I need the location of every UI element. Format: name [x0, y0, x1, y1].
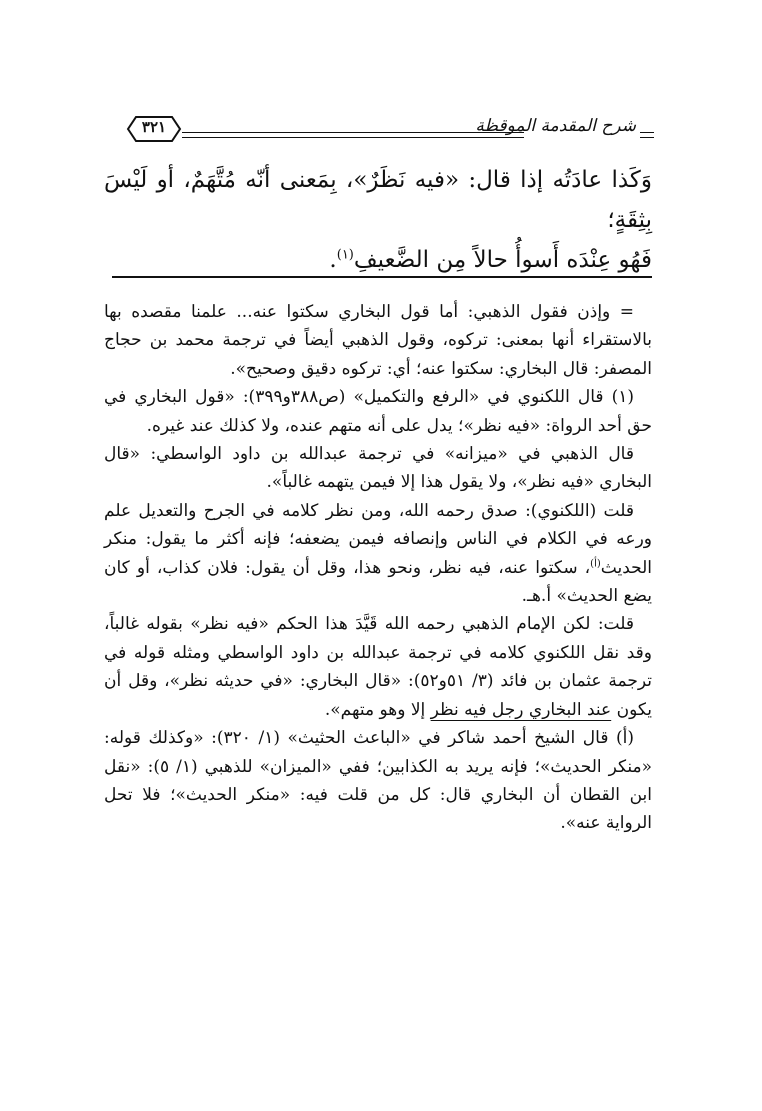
- note-paragraph-dhahabi: قال الذهبي في «ميزانه» في ترجمة عبدالله بن داود الواسطي: «قال البخاري «فيه نظر»، ولا يقول هذا إلا فيمن يتهمه غالباً».: [104, 444, 652, 493]
- note-paragraph-1: (١) قال اللكنوي في «الرفع والتكميل» (ص٣٨٨و٣٩٩): «قول البخاري في حق أحد الرواة: «فيه نظر»؛ يدل على أنه متهم عنده، ولا كذلك عند غيره.: [104, 387, 652, 436]
- comment-text-end: إلا وهو متهم».: [324, 699, 431, 720]
- laknawi-text-end: ، سكتوا عنه، فيه نظر، ونحو هذا، وقل أن يقول: فلان كذاب، أو كان يضع الحديث» أ.هـ.: [104, 557, 652, 607]
- subnote-reference: (أ): [590, 558, 601, 569]
- laknawi-text: قلت (اللكنوي): صدق رحمه الله، ومن نظر كلامه في الجرح والتعديل علم ورعه في الكلام في الناس وإنصافه فيمن يضعفه؛ فإنه أكثر ما يقول: منكر الحديث: [104, 500, 652, 578]
- note-paragraph-comment: [104, 610, 652, 724]
- note-paragraph-continuation: = وإذن فقول الذهبي: أما قول البخاري سكتوا عنه... علمنا مقصده بها بالاستقراء أنها بمعنى: تركوه، وقول الذهبي أيضاً في ترجمة محمد بن حجاج المصفر: قال البخاري: سكتوا عنه؛ أي: تركوه دقيق وصحيح».: [104, 302, 652, 379]
- note-paragraph-laknawi: [104, 497, 652, 611]
- main-line-2-text: فَهُو عِنْدَه أَسوأُ حالاً مِن الضَّعيفِ: [353, 247, 652, 273]
- underlined-phrase: عند البخاري رجل فيه نظر: [430, 699, 612, 720]
- book-title: شرح المقدمة الموقظة: [475, 116, 636, 136]
- footnote-separator: [112, 276, 652, 278]
- main-line-1: وَكَذا عادَتُه إذا قال: «فيه نَظَرٌ»، بِمَعنى أنّه مُتَّهَمٌ، أو لَيْسَ بِثِقَةٍ؛: [104, 167, 652, 233]
- footnote-reference: (١): [336, 247, 354, 263]
- page-number: ٣٢١: [141, 118, 167, 136]
- main-line-2-end: .: [329, 247, 337, 273]
- subnote-paragraph: (أ) قال الشيخ أحمد شاكر في «الباعث الحثيث» (١/ ٣٢٠): «وكذلك قوله: «منكر الحديث»؛ فإنه يريد به الكذابين؛ ففي «الميزان» للذهبي (١/ ٥): «نقل ابن القطان أن البخاري قال: كل من قلت فيه: «منكر الحديث»؛ فلا تحل الرواية عنه».: [104, 728, 652, 834]
- main-line-2: [104, 240, 652, 280]
- page-header: [104, 112, 654, 152]
- header-rule: [182, 132, 524, 138]
- page-number-badge: [126, 115, 182, 143]
- header-rule-right: [640, 132, 654, 138]
- footnotes: [104, 298, 652, 838]
- comment-text: قلت: لكن الإمام الذهبي رحمه الله قَيَّدَ هذا الحكم «فيه نظر» بقوله غالباً، وقد نقل اللكنوي كلامه في ترجمة عبدالله بن داود الواسطي ومثله قوله في ترجمة عثمان بن فائد (٣/ ٥١و٥٢): «قال البخاري: «في حديثه نظر»، وقل أن يكون: [104, 614, 652, 720]
- main-text: [104, 160, 652, 280]
